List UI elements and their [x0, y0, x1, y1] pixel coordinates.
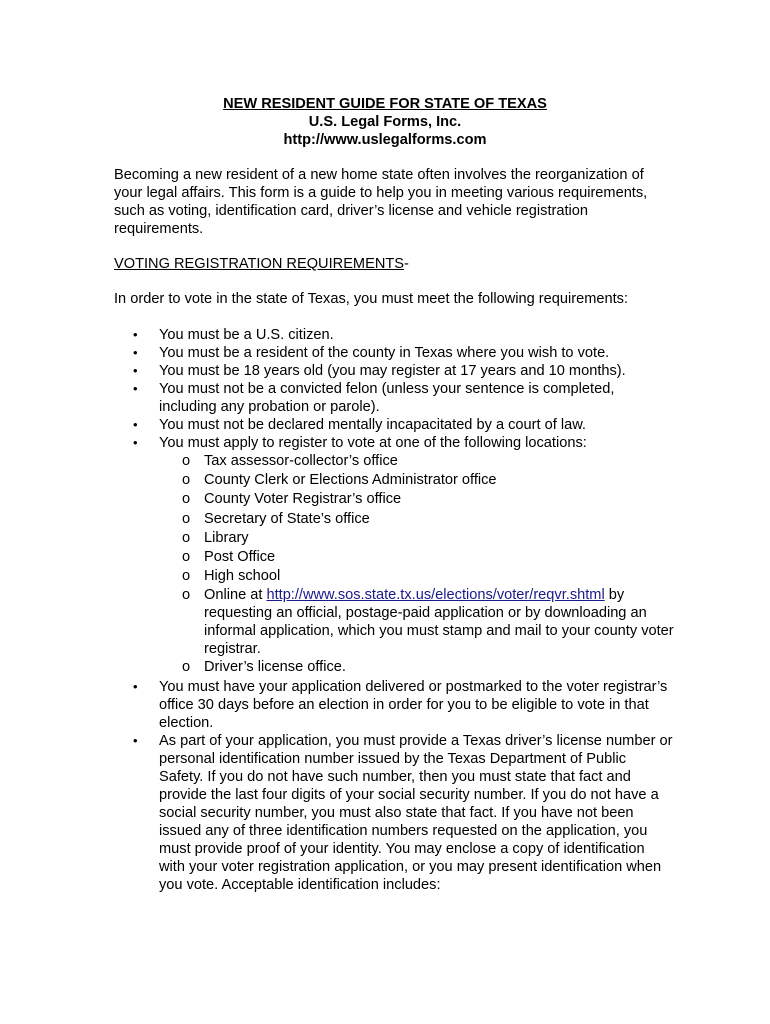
location-item — [159, 490, 674, 509]
location-item — [159, 471, 674, 490]
document-header — [0, 95, 770, 149]
location-item — [159, 510, 674, 529]
sub-bullet-icon: o — [182, 659, 191, 676]
list-item-text: You must not be a convicted felon (unless your sentence is completed, including any probation or parole). — [159, 381, 615, 415]
sub-bullet-icon: o — [182, 529, 191, 546]
sub-bullet-icon: o — [182, 549, 191, 566]
location-text: Driver’s license office. — [204, 659, 346, 676]
location-text: Secretary of State’s office — [204, 510, 370, 527]
list-item-text: You must not be declared mentally incapacitated by a court of law. — [159, 417, 586, 433]
location-text: County Clerk or Elections Administrator office — [204, 472, 497, 489]
sos-registration-link[interactable]: http://www.sos.state.tx.us/elections/voter/reqvr.shtml — [266, 587, 605, 604]
section-heading-suffix: - — [404, 256, 409, 272]
locations-list — [159, 452, 674, 678]
location-item — [159, 529, 674, 548]
list-item — [114, 434, 674, 678]
list-item-text: As part of your application, you must provide a Texas driver’s license number or personal identification number issued by the Texas Department of Public Safety. If you do not have such number, then you must state that fact and provide the last four digits of your social security number. If you do not have a social security number, you must also state that fact. If you have not been issued any of three identification numbers requested on the application, you must provide proof of your identity. You may enclose a copy of identification with your voter registration application, or you may present identification when you vote. Acceptable identification includes: — [159, 732, 673, 893]
requirements-list — [114, 326, 674, 894]
document-title: NEW RESIDENT GUIDE FOR STATE OF TEXAS — [223, 96, 547, 112]
location-item — [159, 548, 674, 567]
list-item — [114, 732, 674, 894]
bullet-icon: • — [133, 435, 138, 450]
location-online-prefix: Online at — [204, 587, 267, 604]
bullet-icon: • — [133, 363, 138, 378]
list-item — [114, 326, 674, 344]
list-item — [114, 380, 674, 416]
bullet-icon: • — [133, 678, 138, 694]
sub-bullet-icon: o — [182, 587, 191, 604]
location-item — [159, 452, 674, 471]
location-online-suffix: by requesting an official, postage-paid application or by downloading an informal application, which you must stamp and mail to your county voter registrar. — [204, 587, 674, 658]
section-heading-text: VOTING REGISTRATION REQUIREMENTS — [114, 256, 405, 272]
list-item-text: You must apply to register to vote at one of the following locations: — [159, 435, 587, 451]
requirements-lead: In order to vote in the state of Texas, you must meet the following requirements: — [114, 291, 629, 307]
location-text: Post Office — [204, 549, 276, 566]
bullet-icon: • — [133, 417, 138, 432]
location-text: County Voter Registrar’s office — [204, 491, 402, 508]
location-text: Library — [204, 529, 249, 546]
list-item — [114, 416, 674, 434]
sub-bullet-icon: o — [182, 568, 191, 585]
sub-bullet-icon: o — [182, 510, 191, 527]
list-item-text: You must have your application delivered or postmarked to the voter registrar’s office 30 days before an election in order for you to be eligible to vote in that election. — [159, 678, 668, 731]
company-name: U.S. Legal Forms, Inc. — [308, 114, 462, 130]
sub-bullet-icon: o — [182, 453, 191, 469]
location-item — [159, 567, 674, 586]
sub-bullet-icon: o — [182, 491, 191, 508]
list-item-text: You must be a resident of the county in Texas where you wish to vote. — [159, 345, 610, 361]
bullet-icon: • — [133, 327, 138, 342]
location-text: Tax assessor-collector’s office — [204, 453, 398, 469]
list-item-text: You must be 18 years old (you may register at 17 years and 10 months). — [159, 363, 626, 379]
intro-paragraph: Becoming a new resident of a new home state often involves the reorganization of your legal affairs. This form is a guide to help you in meeting various requirements, such as voting, identification card, driver’s license and vehicle registration requirements. — [114, 167, 648, 237]
list-item — [114, 362, 674, 380]
company-website: http://www.uslegalforms.com — [283, 132, 487, 148]
location-text: High school — [204, 568, 281, 585]
list-item-text: You must be a U.S. citizen. — [159, 327, 334, 343]
bullet-icon: • — [133, 381, 138, 396]
section-heading — [114, 255, 409, 273]
location-item-online — [159, 586, 674, 658]
location-item — [159, 658, 674, 677]
bullet-icon: • — [133, 732, 138, 748]
list-item — [114, 344, 674, 362]
list-item — [114, 678, 674, 732]
bullet-icon: • — [133, 345, 138, 360]
sub-bullet-icon: o — [182, 472, 191, 489]
